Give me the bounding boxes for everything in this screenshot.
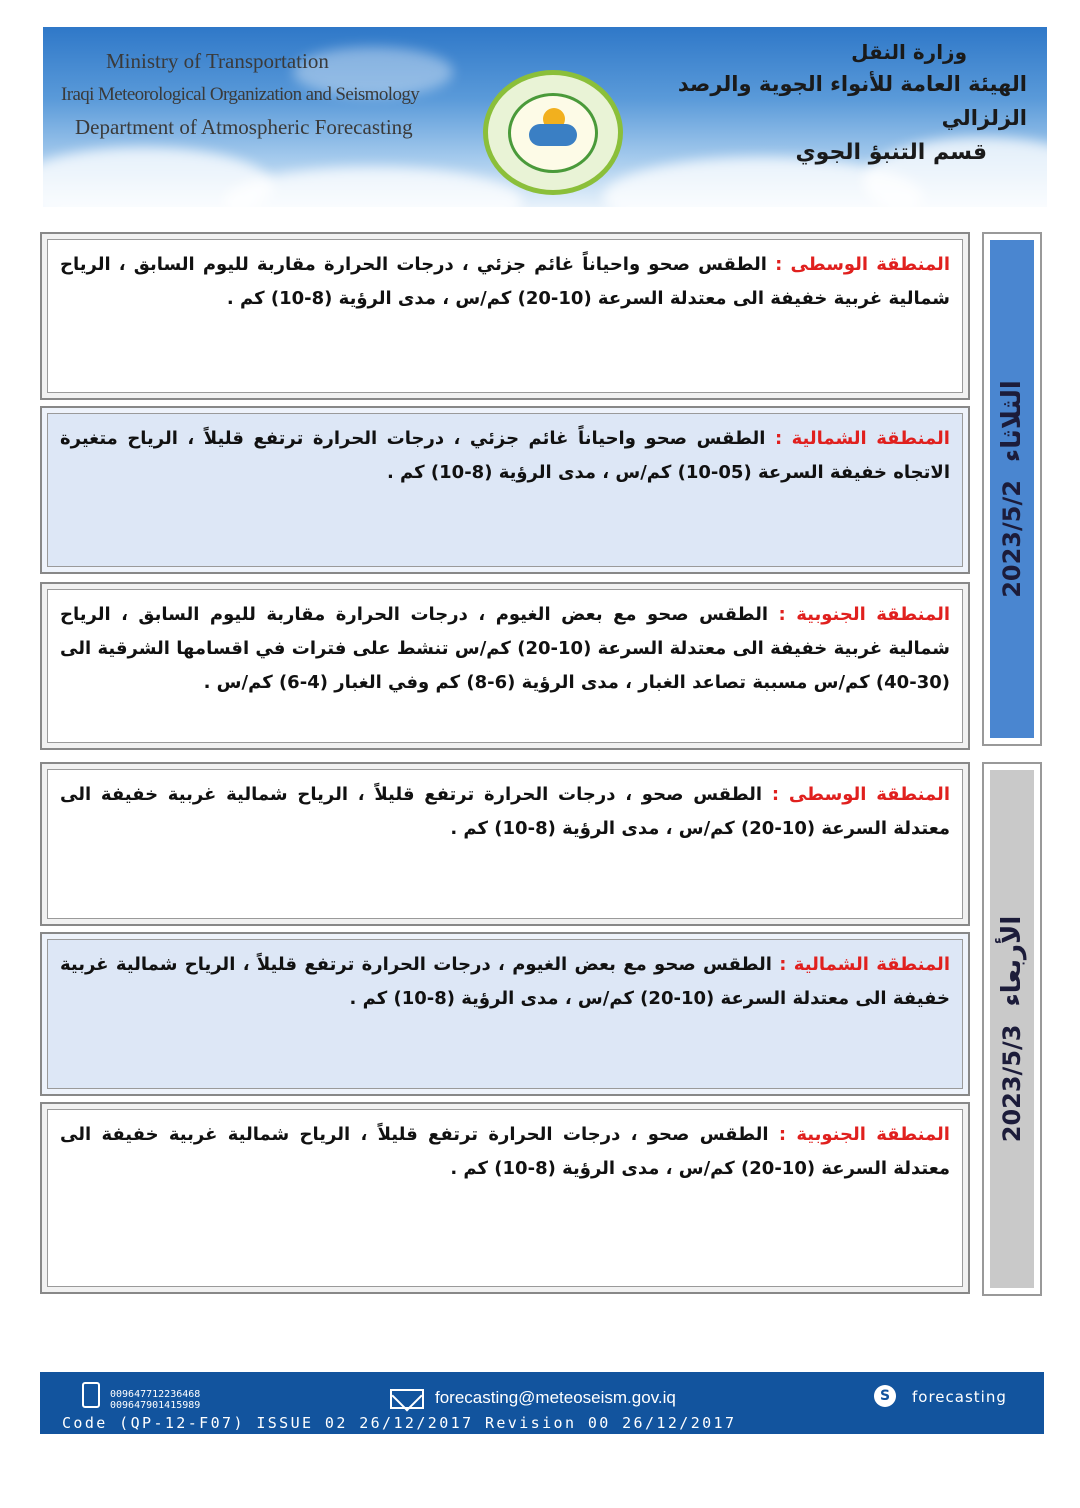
forecast-text: الطقس صحو ، درجات الحرارة ترتفع قليلاً ، الرياح شمالية غربية خفيفة الى معتدلة السرعة (10-20) كم/س ، مدى الرؤية (8-10) كم . [60,1124,950,1179]
day-2-date: 2023/5/3 [998,1024,1026,1143]
region-forecast-text [60,248,950,316]
skype-handle: forecasting [912,1388,1007,1406]
day-1-date-panel [982,232,1042,746]
english-org-names [61,45,420,144]
org-name-en: Iraqi Meteorological Organization and Seismology [61,84,420,105]
region-label: المنطقة الشمالية : [774,428,950,449]
arabic-org-names [607,37,1027,171]
region-box-north [40,932,970,1096]
organization-logo [483,70,623,195]
phone-number: 009647901415989 [110,1400,201,1411]
skype-icon: S [874,1385,896,1407]
region-box-south [40,582,970,750]
region-forecast-text [60,778,950,846]
region-forecast-text [60,598,950,700]
phone-number: 009647712236468 [110,1389,201,1400]
forecast-text: الطقس صحو مع بعض الغيوم ، درجات الحرارة ترتفع قليلاً ، الرياح شمالية غربية خفيفة الى معتدلة السرعة (10-20) كم/س ، مدى الرؤية (8-10) كم . [60,954,950,1009]
region-box-south [40,1102,970,1294]
region-box-central [40,762,970,926]
email-address[interactable]: forecasting@meteoseism.gov.iq [435,1388,676,1407]
region-forecast-text [60,1118,950,1186]
region-label: المنطقة الجنوبية : [778,1124,950,1145]
day-1-weekday: الثلاثاء [997,380,1027,463]
region-box-north [40,406,970,574]
ministry-name-en: Ministry of Transportation [106,49,329,73]
forecast-text: الطقس صحو واحياناً غائم جزئي ، درجات الحرارة ترتفع قليلاً ، الرياح متغيرة الاتجاه خفيفة السرعة (05-10) كم/س ، مدى الرؤية (8-10) كم . [60,428,950,483]
region-label: المنطقة الوسطى : [775,254,950,275]
region-label: المنطقة الوسطى : [771,784,950,805]
phone-numbers [110,1389,200,1411]
ministry-name-ar: وزارة النقل [851,40,967,64]
region-forecast-text [60,948,950,1016]
phone-icon [82,1382,100,1408]
forecast-text: الطقس صحو مع بعض الغيوم ، درجات الحرارة مقاربة لليوم السابق ، الرياح شمالية غربية خفيفة الى معتدلة السرعة (10-20) كم/س تنشط على فترات في اقسامها الشرقية الى (30-40) كم/س مسببة تصاعد الغبار ، مدى الرؤية (6-8) كم وفي الغبار (4-6) كم/س . [60,604,950,693]
footer-bar [40,1372,1044,1434]
region-box-central [40,232,970,400]
region-forecast-text [60,422,950,490]
mail-icon [390,1389,424,1409]
letterhead-banner [43,27,1047,207]
region-label: المنطقة الجنوبية : [778,604,950,625]
day-2-date-panel [982,762,1042,1296]
forecast-text: الطقس صحو ، درجات الحرارة ترتفع قليلاً ، الرياح شمالية غربية خفيفة الى معتدلة السرعة (10-20) كم/س ، مدى الرؤية (8-10) كم . [60,784,950,839]
department-name-en: Department of Atmospheric Forecasting [75,115,413,139]
department-name-ar: قسم التنبؤ الجوي [795,140,987,165]
day-1-date: 2023/5/2 [998,480,1026,598]
document-code: Code (QP-12-F07) ISSUE 02 26/12/2017 Revision 00 26/12/2017 [62,1414,737,1432]
forecast-text: الطقس صحو واحياناً غائم جزئي ، درجات الحرارة مقاربة لليوم السابق ، الرياح شمالية غربية خفيفة الى معتدلة السرعة (10-20) كم/س ، مدى الرؤية (8-10) كم . [60,254,950,309]
region-label: المنطقة الشمالية : [779,954,950,975]
day-2-weekday: الأربعاء [997,915,1027,1007]
org-name-ar: الهيئة العامة للأنواء الجوية والرصد الزلزالي [677,72,1027,130]
